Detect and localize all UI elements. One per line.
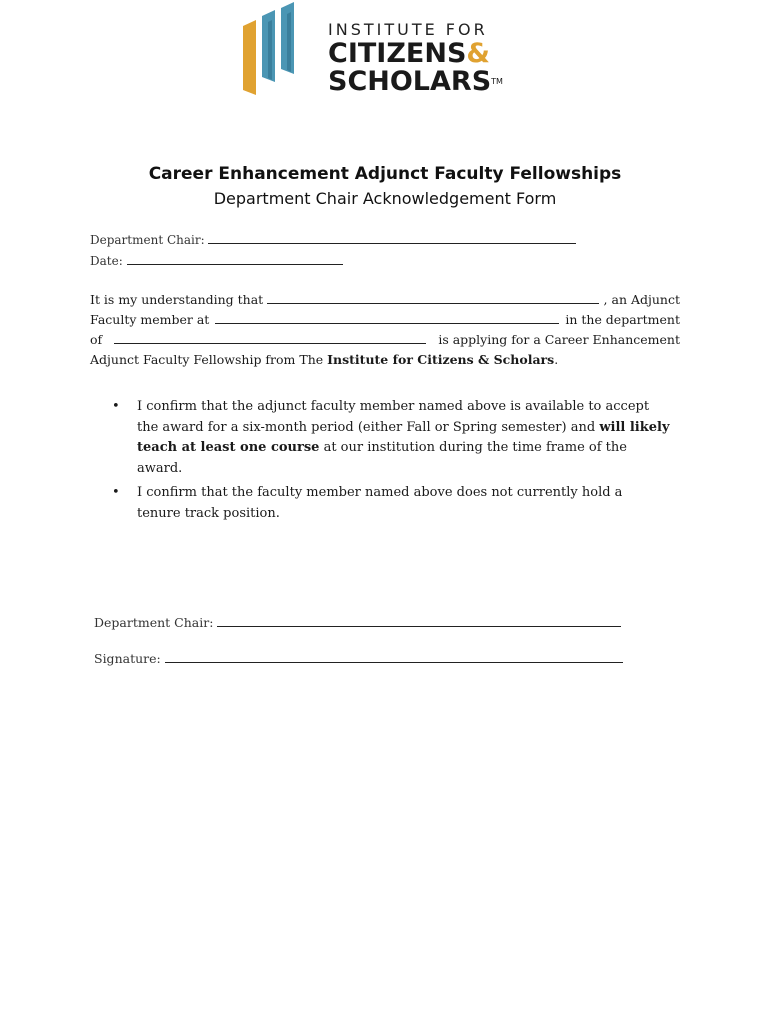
logo-line-citizens: CITIZENS [328,38,467,69]
institute-logo [240,0,520,110]
chair-field [90,231,576,247]
adjunct-name-blank[interactable] [267,291,599,304]
logo-ampersand: & [466,38,490,69]
signature-chair-field [94,614,621,630]
bullet-1-text-c: at our institution during the time frame of the award. [137,440,627,476]
bullet-2-text: I confirm that the faculty member named above does not currently hold a tenure track position. [137,485,623,521]
signature-chair-label: Department Chair: [94,615,214,630]
institution-blank[interactable] [215,311,559,324]
date-blank[interactable] [127,252,343,265]
para-text-3: Faculty member at [90,312,210,327]
list-item [110,397,670,479]
confirmation-list [110,397,670,528]
para-text-9: . [554,352,559,367]
logo-trademark: TM [491,77,503,86]
date-field [90,252,343,268]
chair-label: Department Chair: [90,233,205,247]
signature-field [94,650,623,666]
signature-chair-blank[interactable] [217,614,621,627]
para-text-1: It is my understanding that [90,292,264,307]
form-subtitle: Department Chair Acknowledgement Form [213,189,557,208]
para-text-7: Adjunct Faculty Fellowship from The [90,352,324,367]
understanding-paragraph [90,290,680,370]
signature-label: Signature: [94,651,161,666]
para-text-6: is applying for a Career Enhancement [438,332,680,347]
logo-line-institute: INSTITUTE FOR [328,20,488,39]
signature-blank[interactable] [165,650,623,663]
chair-blank[interactable] [208,231,576,244]
bullet-1-text-a: I confirm that the adjunct faculty member named above is available to accept the award for a six-month period (either Fall or Spring semester) and [137,399,650,435]
para-text-5: of [90,332,103,347]
para-text-2: , an Adjunct [603,292,680,307]
para-text-4: in the department [565,312,680,327]
department-blank[interactable] [114,331,426,344]
list-item [110,483,670,524]
date-label: Date: [90,254,123,268]
para-institute-name: Institute for Citizens & Scholars [327,352,555,367]
logo-line-scholars: SCHOLARS [328,66,492,97]
logo-mark-icon [240,0,320,100]
bullet-1-bold: will likely teach at least one course [137,419,670,455]
form-title: Career Enhancement Adjunct Faculty Fellowships [148,164,622,184]
